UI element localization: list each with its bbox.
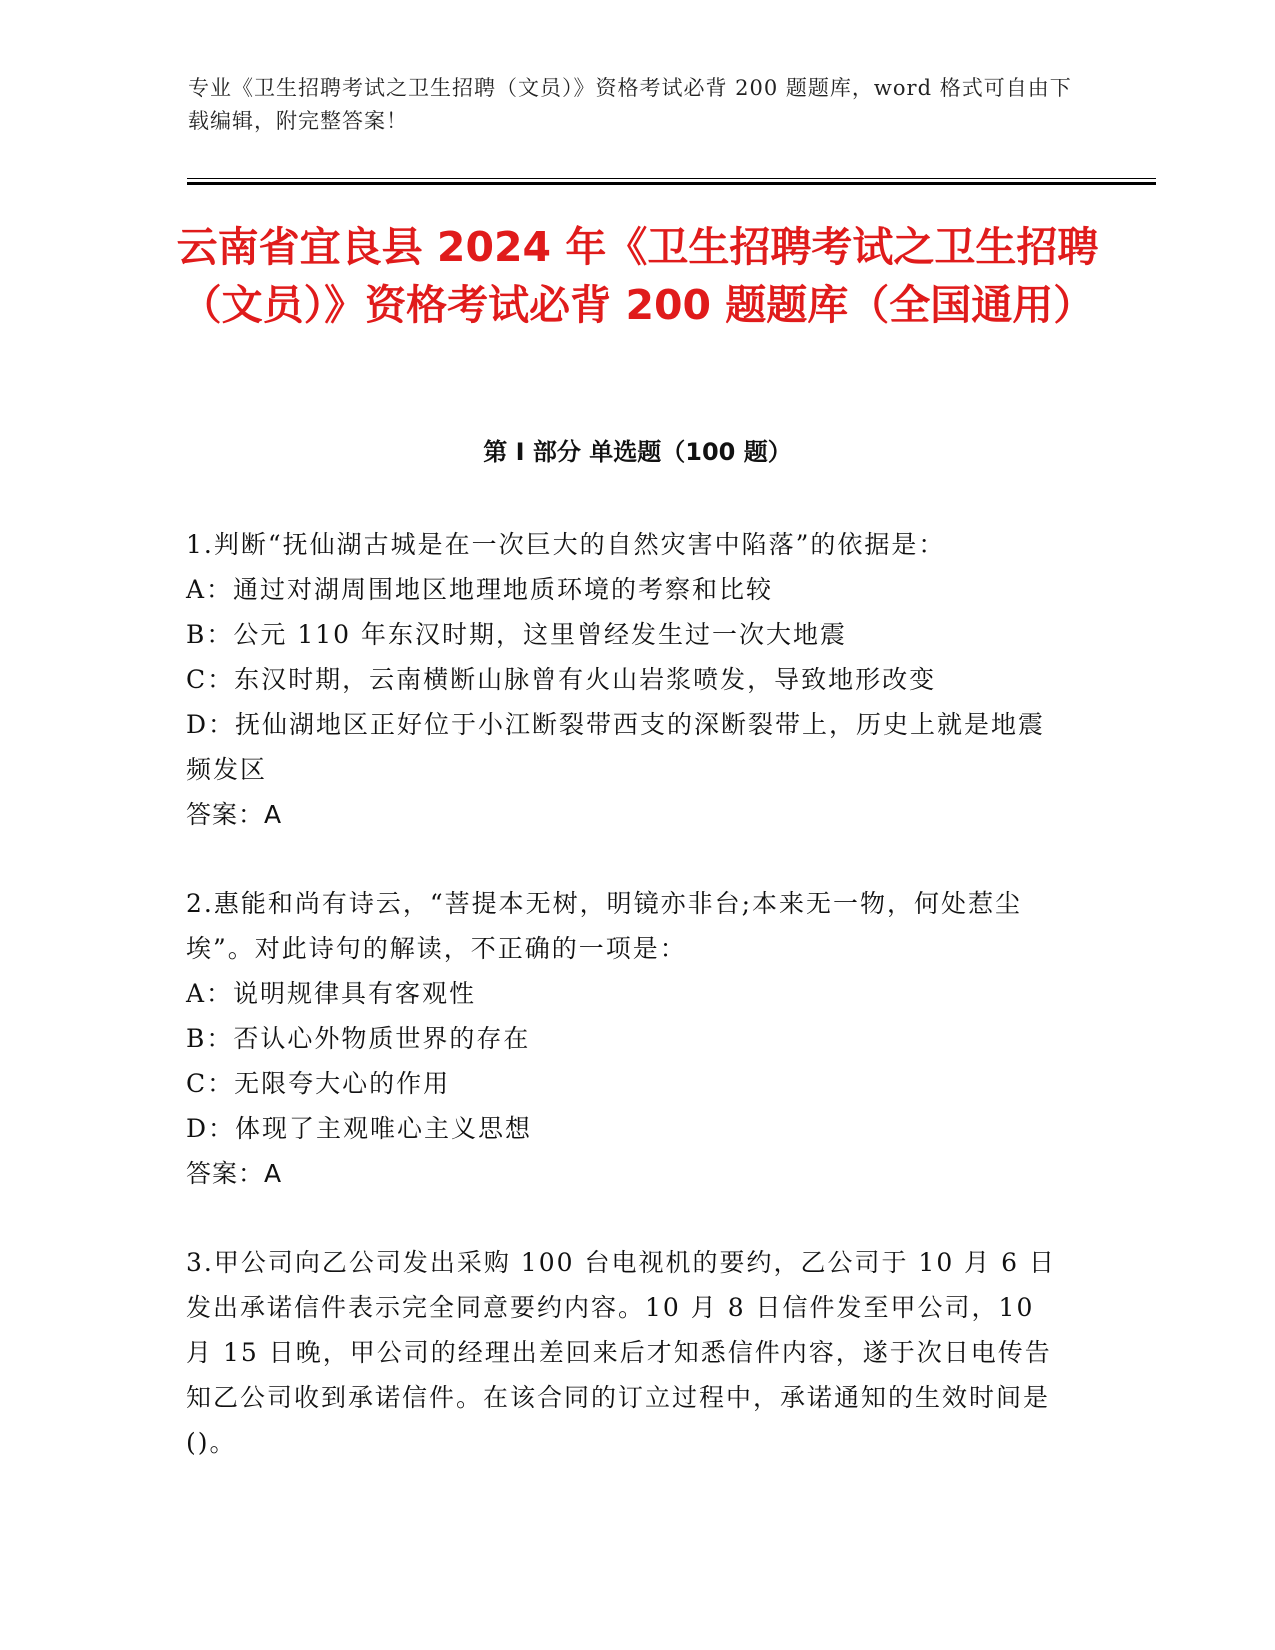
header-rule-thick: [187, 182, 1156, 185]
option-b: B：否认心外物质世界的存在: [186, 1024, 531, 1053]
question-stem: 2.惠能和尚有诗云，“菩提本无树，明镜亦非台;本来无一物，何处惹尘埃”。对此诗句的解读，不正确的一项是：: [186, 889, 1023, 963]
option-d: D：体现了主观唯心主义思想: [186, 1114, 533, 1143]
option-a: A：通过对湖周围地区地理地质环境的考察和比较: [186, 575, 774, 604]
option-a: A：说明规律具有客观性: [186, 979, 477, 1008]
header-note: 专业《卫生招聘考试之卫生招聘（文员）》资格考试必背 200 题题库，word 格式可自由下载编辑，附完整答案！: [188, 76, 1072, 133]
answer-text: 答案：A: [186, 800, 283, 829]
option-c: C：东汉时期，云南横断山脉曾有火山岩浆喷发，导致地形改变: [186, 665, 937, 694]
question-list: [186, 522, 1066, 1509]
header-rule-thin: [187, 178, 1156, 179]
question-stem: 1.判断“抚仙湖古城是在一次巨大的自然灾害中陷落”的依据是：: [186, 530, 946, 559]
section-heading: 第 I 部分 单选题（100 题）: [483, 438, 792, 466]
question-3: [186, 1240, 1066, 1465]
question-2: [186, 881, 1066, 1196]
question-stem: 3.甲公司向乙公司发出采购 100 台电视机的要约，乙公司于 10 月 6 日发出承诺信件表示完全同意要约内容。10 月 8 日信件发至甲公司，10 月 15 日晚，甲公司的经理出差回来后才知悉信件内容，遂于次日电传告知乙公司收到承诺信件。在该合同的订立过程中，承诺通知的生效时间是()。: [186, 1248, 1056, 1457]
answer-text: 答案：A: [186, 1159, 283, 1188]
option-b: B：公元 110 年东汉时期，这里曾经发生过一次大地震: [186, 620, 847, 649]
option-d: D：抚仙湖地区正好位于小江断裂带西支的深断裂带上，历史上就是地震频发区: [186, 710, 1046, 784]
option-c: C：无限夸大心的作用: [186, 1069, 451, 1098]
document-title: 云南省宜良县 2024 年《卫生招聘考试之卫生招聘（文员）》资格考试必背 200 题题库（全国通用）: [176, 223, 1099, 329]
question-1: [186, 522, 1066, 837]
